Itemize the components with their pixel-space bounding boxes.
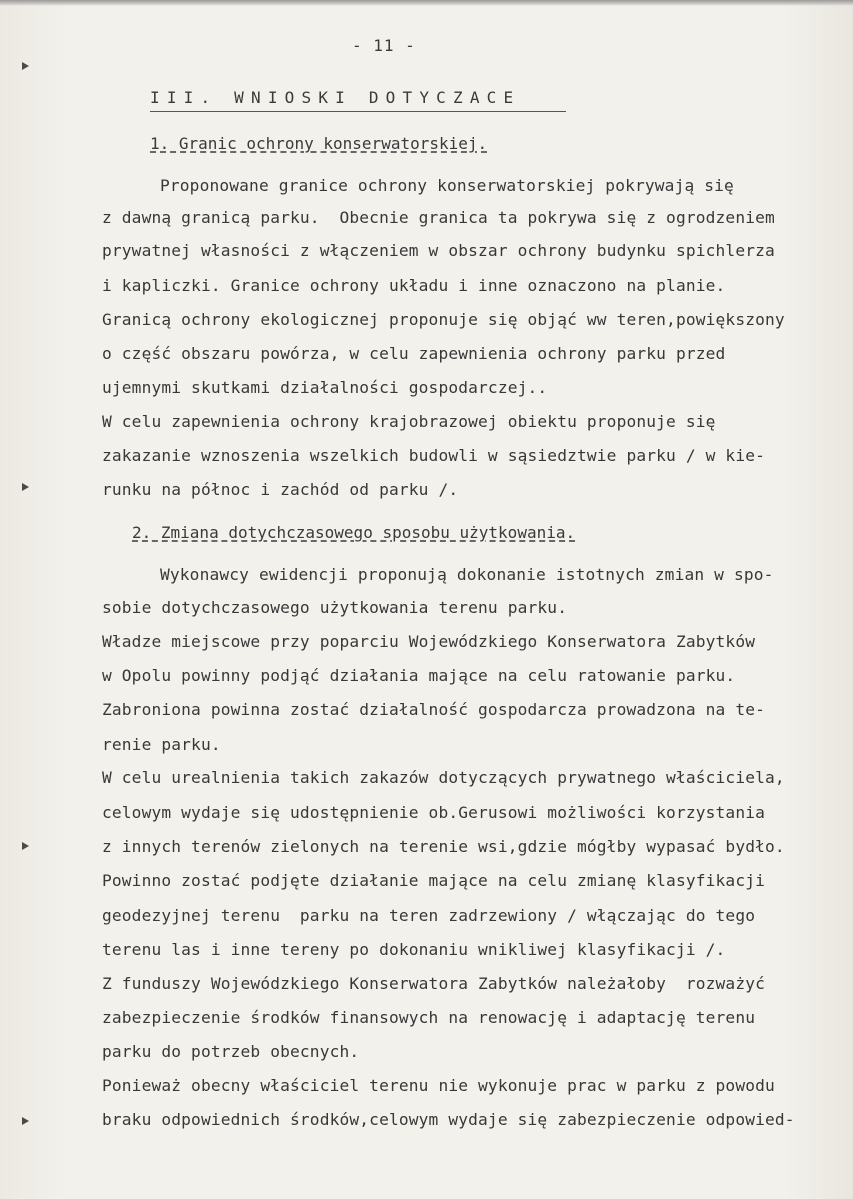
text-line: W celu zapewnienia ochrony krajobrazowej obiektu proponuje się (102, 412, 716, 431)
margin-mark-3 (22, 842, 29, 850)
text-line: celowym wydaje się udostępnienie ob.Gerusowi możliwości korzystania (102, 803, 766, 822)
margin-mark-1 (22, 62, 29, 70)
section-heading: III. WNIOSKI DOTYCZACE (150, 88, 521, 107)
text-line: zakazanie wznoszenia wszelkich budowli w sąsiedztwie parku / w kie- (102, 446, 766, 465)
text-line: runku na północ i zachód od parku /. (102, 480, 459, 499)
text-line: Ponieważ obecny właściciel terenu nie wykonuje prac w parku z powodu (102, 1076, 775, 1095)
text-line: renie parku. (102, 735, 221, 754)
text-line: i kapliczki. Granice ochrony układu i inne oznaczono na planie. (102, 276, 726, 295)
text-line: Zabroniona powinna zostać działalność gospodarcza prowadzona na te- (102, 700, 766, 719)
scan-top-edge (0, 0, 853, 6)
text-line: z dawną granicą parku. Obecnie granica ta pokrywa się z ogrodzeniem (102, 208, 775, 227)
subsection-1-title: 1. Granic ochrony konserwatorskiej. (150, 134, 488, 153)
subsection-2-title: 2. Zmiana dotychczasowego sposobu użytkowania. (132, 523, 576, 542)
text-line: zabezpieczenie środków finansowych na renowację i adaptację terenu (102, 1008, 756, 1027)
text-line: terenu las i inne tereny po dokonaniu wnikliwej klasyfikacji /. (102, 940, 726, 959)
text-line: ujemnymi skutkami działalności gospodarczej.. (102, 378, 548, 397)
text-line: braku odpowiednich środków,celowym wydaje się zabezpieczenie odpowied- (102, 1110, 795, 1129)
margin-mark-4 (22, 1117, 29, 1125)
page-number: - 11 - (352, 36, 416, 55)
text-line: Władze miejscowe przy poparciu Wojewódzkiego Konserwatora Zabytków (102, 632, 756, 651)
text-line: Proponowane granice ochrony konserwatorskiej pokrywają się (160, 176, 734, 195)
text-line: prywatnej własności z włączeniem w obszar ochrony budynku spichlerza (102, 241, 775, 260)
text-line: Granicą ochrony ekologicznej proponuje się objąć ww teren,powiększony (102, 310, 785, 329)
text-line: Z funduszy Wojewódzkiego Konserwatora Zabytków należałoby rozważyć (102, 974, 766, 993)
text-line: sobie dotychczasowego użytkowania terenu parku. (102, 598, 568, 617)
margin-mark-2 (22, 483, 29, 491)
text-line: z innych terenów zielonych na terenie wsi,gdzie mógłby wypasać bydło. (102, 837, 785, 856)
text-line: parku do potrzeb obecnych. (102, 1042, 360, 1061)
text-line: o część obszaru powórza, w celu zapewnienia ochrony parku przed (102, 344, 726, 363)
text-line: Powinno zostać podjęte działanie mające na celu zmianę klasyfikacji (102, 871, 766, 890)
text-line: W celu urealnienia takich zakazów dotyczących prywatnego właściciela, (102, 768, 785, 787)
text-line: geodezyjnej terenu parku na teren zadrzewiony / włączając do tego (102, 906, 756, 925)
heading-underline (150, 111, 566, 112)
text-line: w Opolu powinny podjąć działania mające na celu ratowanie parku. (102, 666, 736, 685)
text-line: Wykonawcy ewidencji proponują dokonanie istotnych zmian w spo- (160, 565, 774, 584)
